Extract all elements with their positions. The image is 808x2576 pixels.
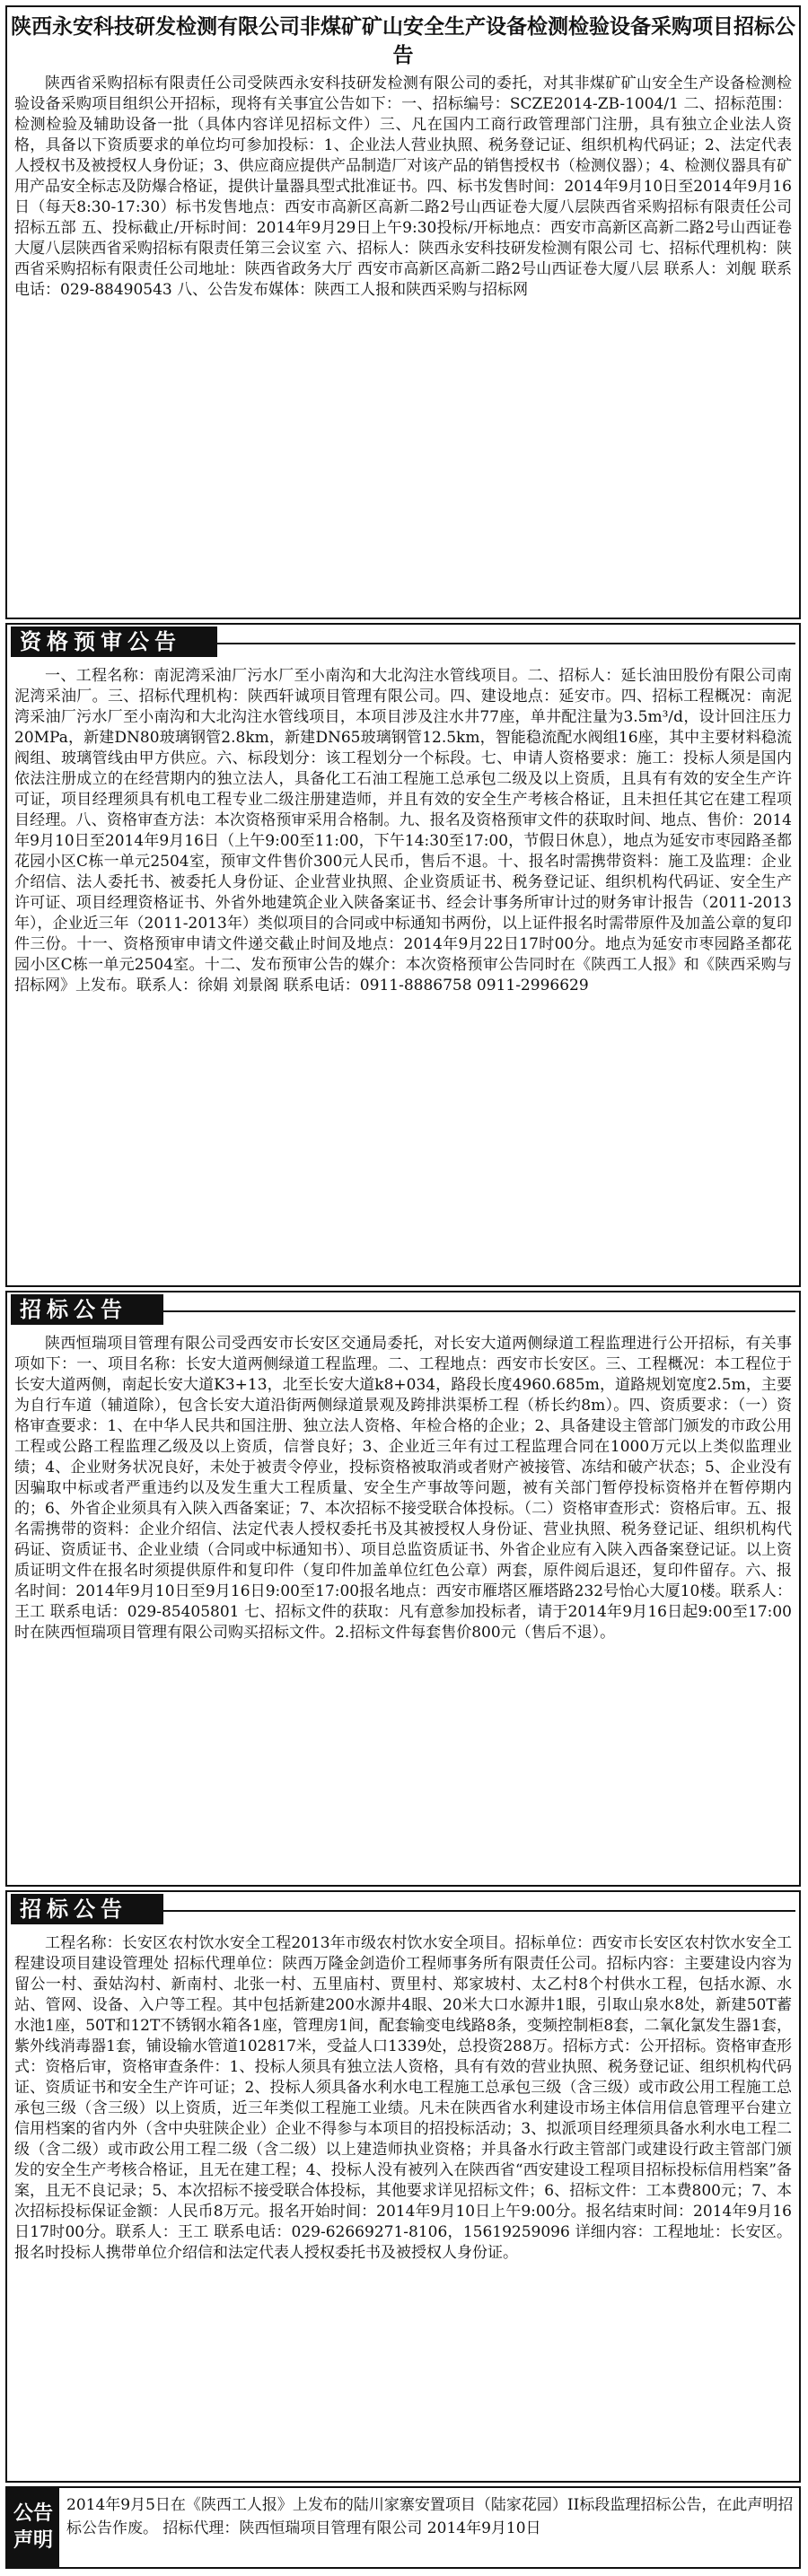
notice-water-project-tender	[5, 1890, 801, 2483]
section-tag-bar	[11, 1294, 795, 1328]
statement-text: 2014年9月5日在《陕西工人报》上发布的陆川家寨安置项目（陆家花园）II标段监理招标公告，在此声明招标公告作废。 招标代理：陕西恒瑞项目管理有限公司 2014年9月10日	[66, 2496, 794, 2537]
notice-equipment-procurement	[5, 5, 801, 619]
section-tag-bar	[11, 1894, 795, 1928]
notice-paragraph: 陕西省采购招标有限责任公司受陕西永安科技研发检测有限公司的委托，对其非煤矿矿山安全生产设备检测检验设备采购项目组织公开招标，现将有关事宜公告如下：一、招标编号：SCZE2014-ZB-1004/1 二、招标范围：检测检验及辅助设备一批（具体内容详见招标文件）三、凡在国内工商行政管理部门注册，具有独立企业法人资格，具备以下资质要求的单位均可参加投标：1、企业法人营业执照、税务登记证、组织机构代码证；2、法定代表人授权书及被授权人身份证；3、供应商应提供产品制造厂对该产品的销售授权书（检测仪器）；4、检测仪器具有矿用产品安全标志及防爆合格证，提供计量器具型式批准证书。四、标书发售时间：2014年9月10日至2014年9月16日（每天8:30-17:30）标书发售地点：西安市高新区高新二路2号山西证卷大厦八层陕西省采购招标有限责任公司招标五部 五、投标截止/开标时间：2014年9月29日上午9:30投标/开标地点：西安市高新区高新二路2号山西证卷大厦八层陕西省采购招标有限责任第三会议室 六、招标人：陕西永安科技研发检测有限公司 七、招标代理机构：陕西省采购招标有限责任公司地址：陕西省政务大厅 西安市高新区高新二路2号山西证卷大厦八层 联系人：刘舰 联系电话：029-88490543 八、公告发布媒体：陕西工人报和陕西采购与招标网	[14, 74, 792, 299]
notice-headline: 陕西永安科技研发检测有限公司非煤矿矿山安全生产设备检测检验设备采购项目招标公告	[11, 15, 795, 67]
section-tag-bar	[11, 626, 795, 661]
notice-supervision-tender	[5, 1291, 801, 1887]
notice-paragraph: 工程名称：长安区农村饮水安全工程2013年市级农村饮水安全项目。招标单位：西安市长安区农村饮水安全工程建设项目建设管理处 招标代理单位：陕西万隆金剑造价工程师事务所有限责任公司。招标内容：主要建设内容为留公一村、蚕姑沟村、新南村、北张一村、五里庙村、贾里村、郑家坡村、太乙村8个村供水工程，包括水源、水站、管网、设备、入户等工程。其中包括新建200水源井4眼、20米大口水源井1眼，引取山泉水8处，新建50T蓄水池1座，50T和12T不锈钢水箱各1座，管理房1间，配套输变电线路8条，变频控制柜8套，二氧化氯发生器1套，紫外线消毒器1套，铺设输水管道102817米，受益人口1339处，总投资288万。招标方式：公开招标。资格审查形式：资格后审，资格审查条件：1、投标人须具有独立法人资格，具有有效的营业执照、税务登记证、组织机构代码证、资质证书和安全生产许可证；2、投标人须具备水利水电工程施工总承包三级（含三级）或市政公用工程施工总承包三级（含三级）以上资质，近三年类似工程施工业绩。凡未在陕西省水利建设市场主体信用信息管理平台建立信用档案的省内外（含中央驻陕企业）企业不得参与本项目的招投标活动；3、拟派项目经理须具备水利水电工程二级（含二级）或市政公用工程二级（含二级）以上建造师执业资格；并具备水行政主管部门或建设行政主管部门颁发的安全生产考核合格证，且无在建工程；4、投标人没有被列入在陕西省“西安建设工程项目招标投标信用档案”备案，且无不良记录；5、本次招标不接受联合体投标，其他要求详见招标文件；6、招标文件：工本费800元；7、本次招标投标保证金额：人民币8万元。报名开始时间：2014年9月10日上午9:00分。报名结束时间：2014年9月16日17时00分。联系人：王工 联系电话：029-62669271-8106，15619259096 详细内容：工程地址：长安区。报名时投标人携带单位介绍信和法定代表人授权委托书及被授权人身份证。	[14, 1934, 792, 2262]
notice-prequalification	[5, 623, 801, 1287]
notice-body	[7, 662, 799, 1003]
section-tag: 招标公告	[11, 1894, 163, 1924]
notice-body	[7, 1330, 799, 1651]
notice-statement	[5, 2486, 801, 2569]
notice-body	[7, 70, 799, 308]
statement-side-label: 公告 声明	[7, 2488, 59, 2567]
notice-body	[7, 1930, 799, 2271]
section-tag: 招标公告	[11, 1294, 163, 1325]
section-tag: 资格预审公告	[11, 626, 217, 657]
notice-paragraph: 陕西恒瑞项目管理有限公司受西安市长安区交通局委托，对长安大道两侧绿道工程监理进行公开招标，有关事项如下：一、项目名称：长安大道两侧绿道工程监理。二、工程地点：西安市长安区。三、工程概况：本工程位于长安大道两侧，南起长安大道K3+13，北至长安大道k8+034，路段长度4960.685m，道路规划宽度2.5m，主要为自行车道（辅道除），包含长安大道沿街两侧绿道景观及跨排洪渠桥工程（桥长约8m）。四、资质要求：（一）资格审查要求：1、在中华人民共和国注册、独立法人资格、年检合格的企业；2、具备建设主管部门颁发的市政公用工程或公路工程监理乙级及以上资质，信誉良好；3、企业近三年有过工程监理合同在1000万元以上类似监理业绩；4、企业财务状况良好，未处于被责令停业，投标资格被取消或者财产被接管、冻结和破产状态；5、企业没有因骗取中标或者严重违约以及发生重大工程质量、安全生产事故等问题，被有关部门暂停投标资格并在暂停期内的；6、外省企业须具有入陕入西备案证；7、本次招标不接受联合体投标。（二）资格审查形式：资格后审。五、报名需携带的资料：企业介绍信、法定代表人授权委托书及其被授权人身份证、营业执照、税务登记证、组织机构代码证、资质证书、企业业绩（合同或中标通知书）、项目总监资质证书、外省企业应有入陕入西备案登记证。以上资质证明文件在报名时须提供原件和复印件（复印件加盖单位红色公章）两套，原件阅后退还，复印件留存。六、报名时间：2014年9月10日至9月16日9:00至17:00报名地点：西安市雁塔区雁塔路232号怡心大厦10楼。联系人：王工 联系电话：029-85405801 七、招标文件的获取：凡有意参加投标者，请于2014年9月16日起9:00至17:00时在陕西恒瑞项目管理有限公司购买招标文件。2.招标文件每套售价800元（售后不退）。	[14, 1335, 792, 1642]
notice-paragraph: 一、工程名称：南泥湾采油厂污水厂至小南沟和大北沟注水管线项目。二、招标人：延长油田股份有限公司南泥湾采油厂。三、招标代理机构：陕西轩诚项目管理有限公司。四、建设地点：延安市。四、招标工程概况：南泥湾采油厂污水厂至小南沟和大北沟注水管线项目，本项目涉及注水井77座，单井配注量为3.5m³/d，设计回注压力20MPa，新建DN80玻璃钢管2.8km，新建DN65玻璃钢管12.5km，智能稳流配水阀组16座，其中主要材料稳流阀组、玻璃管线由甲方供应。六、标段划分：该工程划分一个标段。七、申请人资格要求：施工：投标人须是国内依法注册成立的在经营期内的独立法人，具备化工石油工程施工总承包二级及以上资质，且具有有效的安全生产许可证，项目经理须具有机电工程专业二级注册建造师，并且有效的安全生产考核合格证，且未担任其它在建工程项目经理。八、资格审查方法：本次资格预审采用合格制。九、报名及资格预审文件的获取时间、地点、售价：2014年9月10日至2014年9月16日（上午9:00至11:00，下午14:30至17:00，节假日休息），地点为延安市枣园路圣都花园小区C栋一单元2504室，预审文件售价300元人民币，售后不退。十、报名时需携带资料：施工及监理：企业介绍信、法人委托书、被委托人身份证、企业营业执照、企业资质证书、税务登记证、组织机构代码证、安全生产许可证、项目经理资格证书、外省外地建筑企业入陕备案证书、经会计事务所审计过的财务审计报告（2011-2013年），企业近三年（2011-2013年）类似项目的合同或中标通知书两份，以上证件报名时需带原件及加盖公章的复印件三份。十一、资格预审申请文件递交截止时间及地点：2014年9月22日17时00分。地点为延安市枣园路圣都花园小区C栋一单元2504室。十二、发布预审公告的媒介：本次资格预审公告同时在《陕西工人报》和《陕西采购与招标网》上发布。联系人：徐娟 刘景阁 联系电话：0911-8886758 0911-2996629	[14, 667, 792, 994]
